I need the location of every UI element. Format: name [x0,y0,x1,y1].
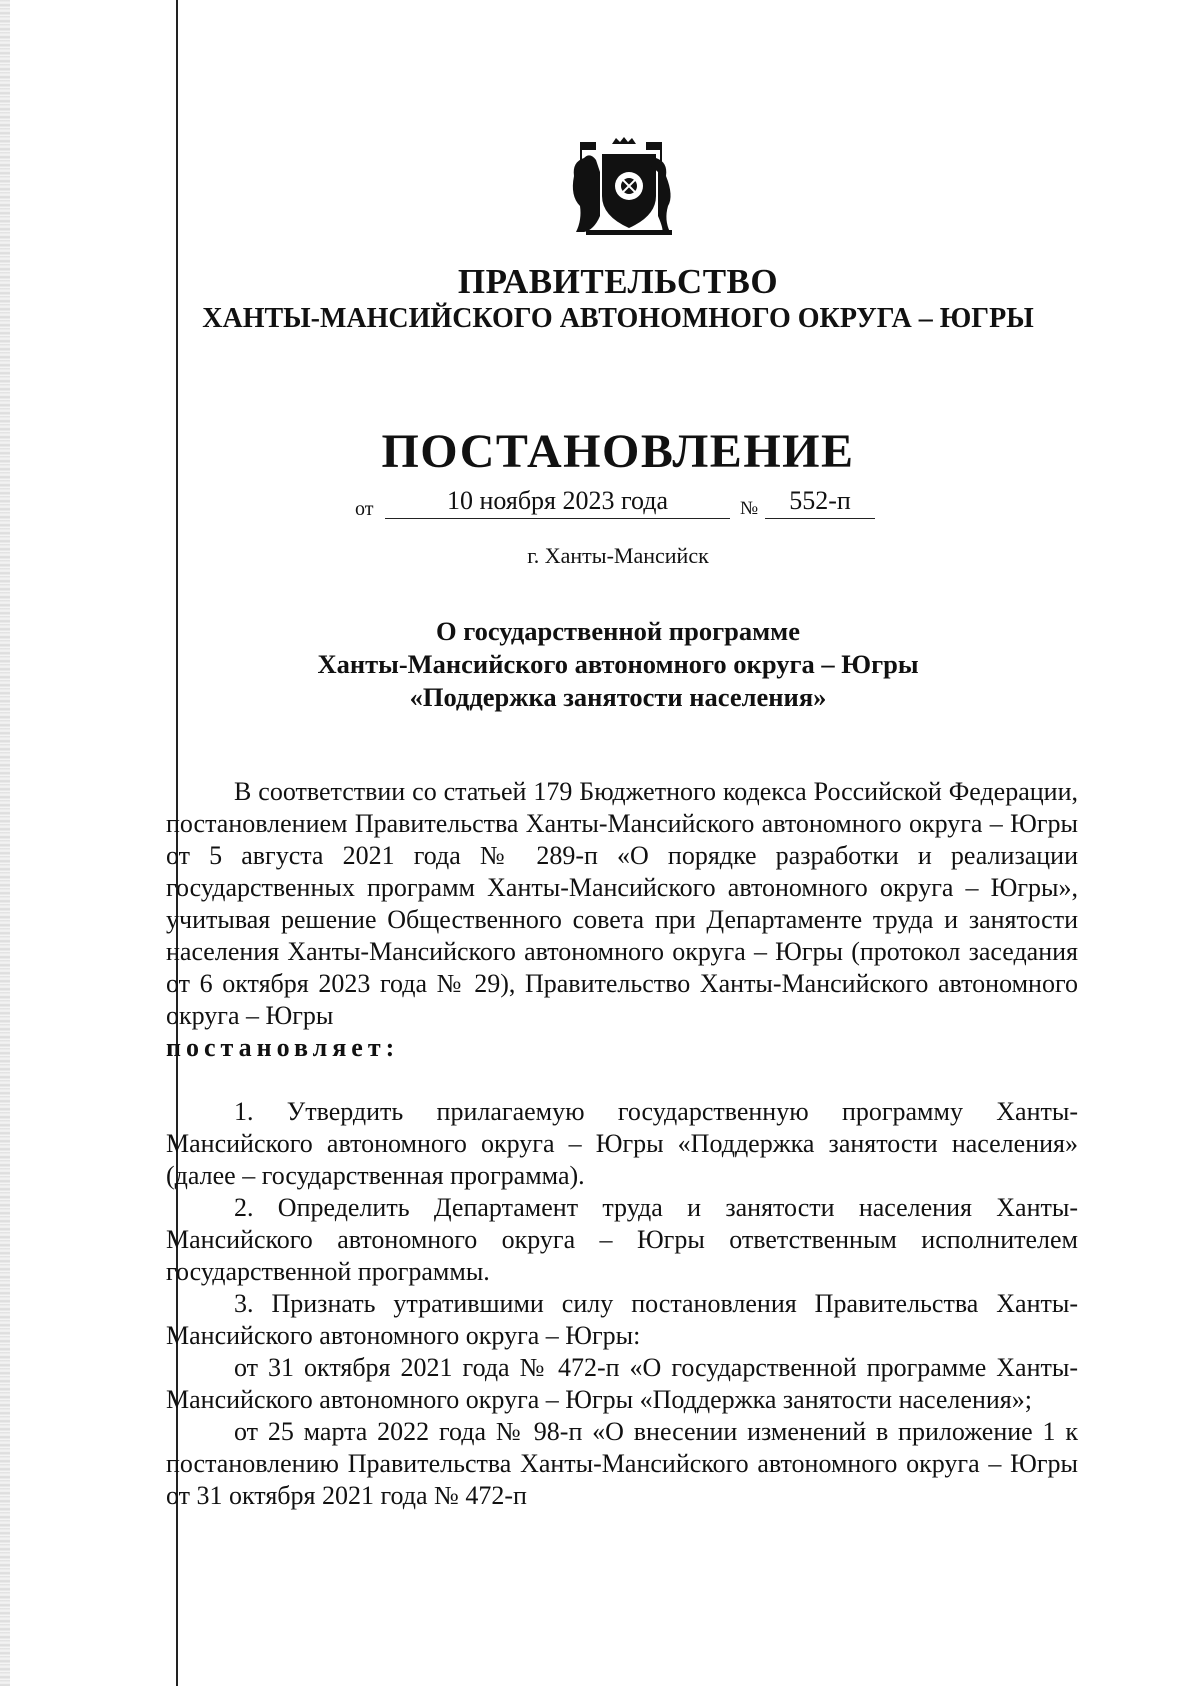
item-3: 3. Признать утратившими силу постановления Правительства Ханты-Мансийского автономного округа – Югры: [166,1289,1078,1350]
document-date: 10 ноября 2023 года [385,486,730,519]
title-line-1: О государственной программе [436,616,800,646]
document-title [18,615,1200,714]
number-sign: № [740,498,759,519]
item-3a: от 31 октября 2021 года № 472-п «О государственной программе Ханты-Мансийского автономного округа – Югры «Поддержка занятости населения»; [166,1353,1078,1414]
document-number: 552-п [765,486,875,519]
date-prefix: от [355,498,374,520]
decree-word: постановляет: [166,1033,400,1062]
preamble-paragraph [166,776,1078,1032]
item-3b: от 25 марта 2022 года № 98-п «О внесении изменений в приложение 1 к постановлению Правительства Ханты-Мансийского автономного округа – Югры от 31 октября 2021 года № 472-п [166,1417,1078,1510]
item-1: 1. Утвердить прилагаемую государственную программу Ханты-Мансийского автономного округа – Югры «Поддержка занятости населения» (далее – государственная программа). [166,1097,1078,1190]
document-body [166,776,1078,1512]
title-line-3: «Поддержка занятости населения» [409,682,827,712]
item-2: 2. Определить Департамент труда и занятости населения Ханты-Мансийского автономного округа – Югры ответственным исполнителем государственной программы. [166,1193,1078,1286]
scan-edge [0,0,10,1686]
document-type-heading: ПОСТАНОВЛЕНИЕ [381,425,855,478]
coat-of-arms-emblem [566,136,674,236]
region-heading: ХАНТЫ-МАНСИЙСКОГО АВТОНОМНОГО ОКРУГА – ЮГРЫ [202,303,1034,334]
decree-paragraph [166,1032,1078,1064]
date-number-line [355,486,875,526]
preamble-text: В соответствии со статьей 179 Бюджетного кодекса Российской Федерации, постановлением Правительства Ханты-Мансийского автономного округа – Югры от 5 августа 2021 года № 289-п «О порядке разработки и реализации государственных программ Ханты-Мансийского автономного округа – Югры», учитывая решение Общественного совета при Департаменте труда и занятости населения Ханты-Мансийского автономного округа – Югры (протокол заседания от 6 октября 2023 года № 29), Правительство Ханты-Мансийского автономного округа – Югры [166,777,1078,1030]
title-line-2: Ханты-Мансийского автономного округа – Югры [317,649,919,679]
government-heading: ПРАВИТЕЛЬСТВО [457,262,779,301]
city: г. Ханты-Мансийск [527,543,709,568]
